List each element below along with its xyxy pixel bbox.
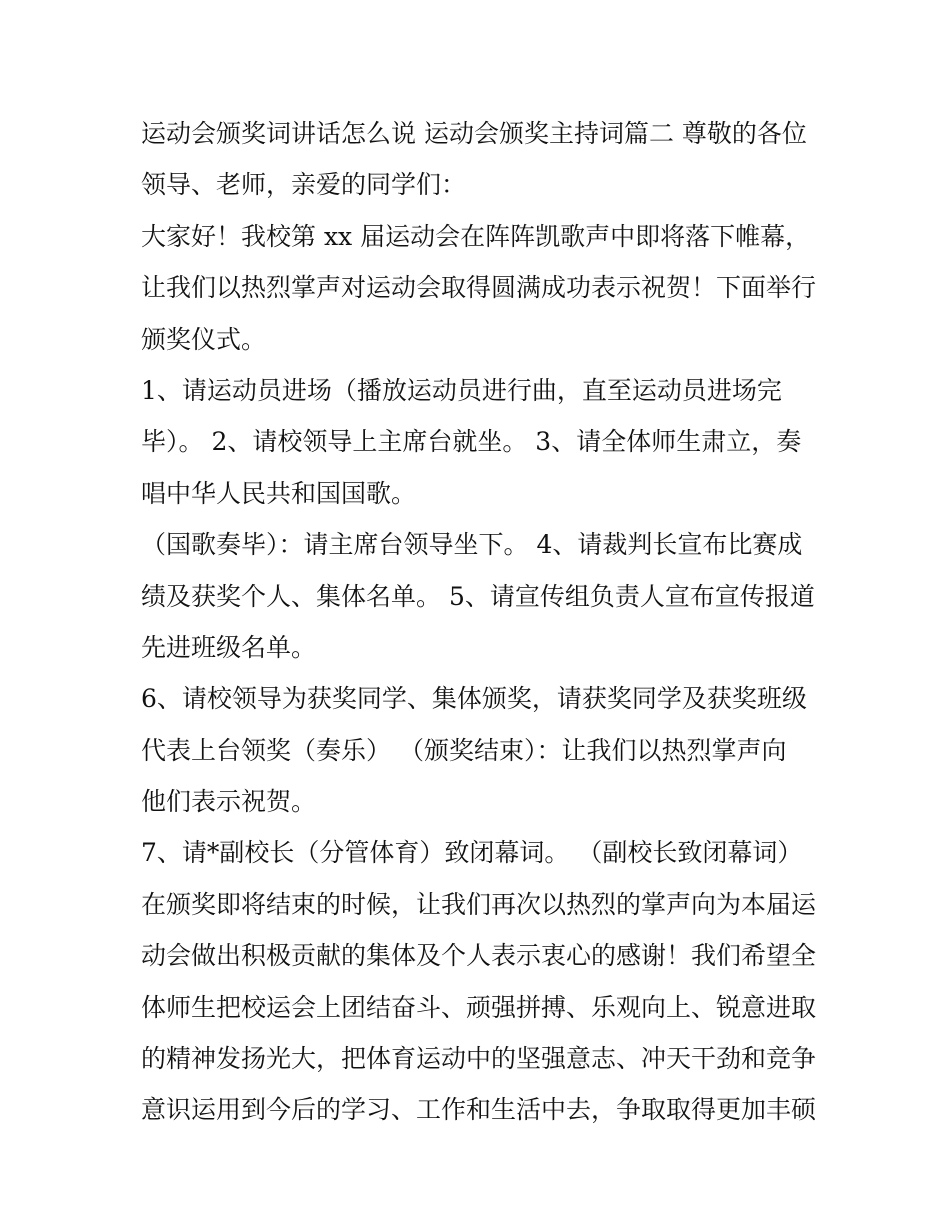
text-line: 唱中华人民共和国国歌。 (141, 478, 417, 508)
text-line: 代表上台领奖（奏乐） （颁奖结束）：让我们以热烈掌声向 (141, 735, 787, 765)
text-line: 的精神发扬光大，把体育运动中的坚强意志、冲天干劲和竞争 (141, 1044, 817, 1074)
document-body (141, 108, 821, 1136)
text-line: 1、请运动员进场（播放运动员进行曲，直至运动员进场完 (141, 375, 782, 405)
text-line: 7、请*副校长（分管体育）致闭幕词。 （副校长致闭幕词） (141, 838, 803, 868)
text-line: 体师生把校运会上团结奋斗、顽强拼搏、乐观向上、锐意进取 (141, 992, 817, 1022)
text-line: 领导、老师，亲爱的同学们： (141, 170, 467, 200)
text-line: 在颁奖即将结束的时候，让我们再次以热烈的掌声向为本届运 (141, 889, 817, 919)
text-line: （国歌奏毕）：请主席台领导坐下。 4、请裁判长宣布比赛成 (141, 530, 803, 560)
text-line: 颁奖仪式。 (141, 324, 267, 354)
text-line: 6、请校领导为获奖同学、集体颁奖，请获奖同学及获奖班级 (141, 684, 807, 714)
text-line: 动会做出积极贡献的集体及个人表示衷心的感谢！我们希望全 (141, 941, 817, 971)
text-line: 大家好！我校第 xx 届运动会在阵阵凯歌声中即将落下帷幕， (141, 221, 811, 251)
text-line: 运动会颁奖词讲话怎么说 运动会颁奖主持词篇二 尊敬的各位 (141, 119, 807, 148)
text-line: 先进班级名单。 (141, 632, 317, 662)
text-line: 他们表示祝贺。 (141, 787, 317, 817)
text-line: 毕）。 2、请校领导上主席台就坐。 3、请全体师生肃立，奏 (141, 427, 802, 457)
text-line: 让我们以热烈掌声对运动会取得圆满成功表示祝贺！下面举行 (141, 273, 817, 303)
text-line: 意识运用到今后的学习、工作和生活中去，争取取得更加丰硕 (141, 1095, 817, 1125)
text-line: 绩及获奖个人、集体名单。 5、请宣传组负责人宣布宣传报道 (141, 581, 815, 611)
